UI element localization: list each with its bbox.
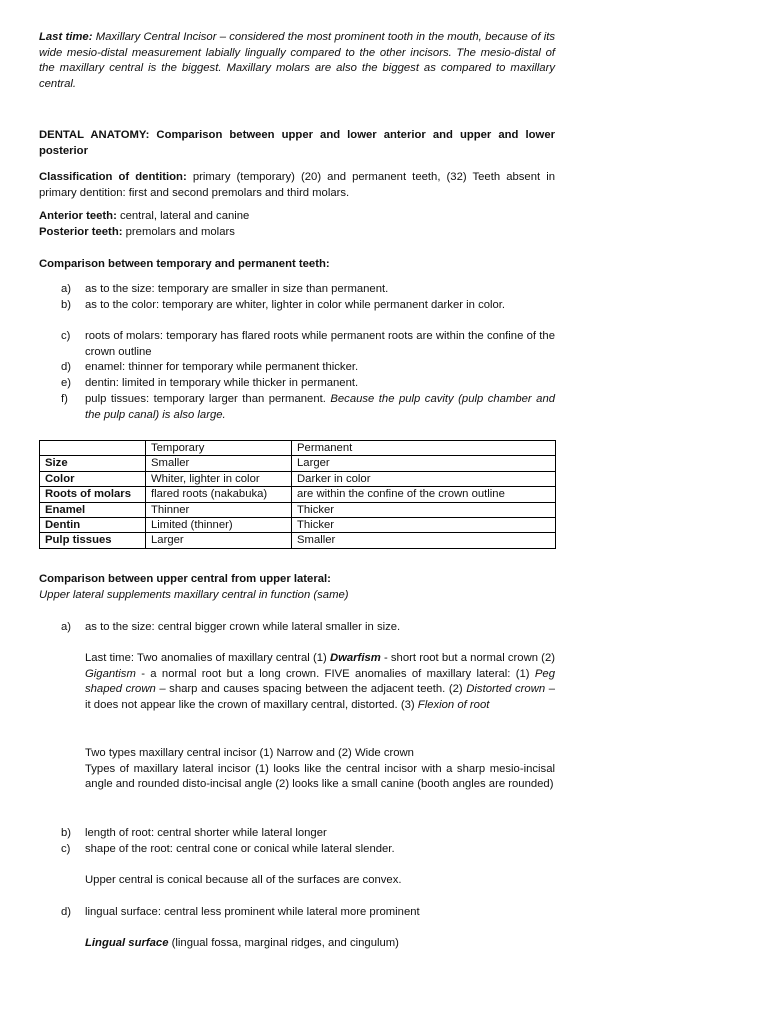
list-text: enamel: thinner for temporary while permanent thicker.: [85, 361, 359, 373]
last-time-intro: [39, 30, 555, 92]
list-marker: d): [61, 361, 72, 373]
table-cell: Thicker: [292, 502, 556, 517]
upper-central-subtitle: Upper lateral supplements maxillary central in function (same): [39, 588, 349, 601]
table-row: [40, 471, 556, 486]
list-text-italic: Because the pulp cavity (pulp chamber and the pulp canal) is also large.: [85, 393, 556, 421]
upper-central-heading: Comparison between upper central from upper lateral: Upper lateral supplements maxillary central in function (same): [39, 572, 555, 603]
table-cell: Larger: [146, 533, 292, 548]
distorted-crown-term: Distorted crown: [466, 683, 546, 696]
table-cell: Darker in color: [292, 471, 556, 486]
table-cell: Smaller: [292, 533, 556, 548]
flexion-term: Flexion of root: [417, 698, 490, 711]
list-item: [39, 392, 555, 423]
comparison-table: [39, 440, 555, 549]
table-row-header: Size: [40, 456, 146, 471]
table-row: [40, 518, 556, 533]
intro-label: Last time:: [39, 31, 93, 43]
table-cell: flared roots (nakabuka): [146, 487, 292, 502]
list-text: shape of the root: central cone or conical while lateral slender.: [85, 843, 395, 855]
list-marker: a): [61, 283, 72, 295]
anterior-label: Anterior teeth:: [39, 210, 117, 222]
list-item: [39, 360, 555, 376]
teeth-groups: [39, 209, 555, 240]
table-cell: are within the confine of the crown outline: [292, 487, 556, 502]
list-text: length of root: central shorter while lateral longer: [85, 827, 327, 839]
list-text: lingual surface: central less prominent while lateral more prominent: [85, 906, 420, 918]
classification-text: primary (temporary) (20) and permanent teeth, (32) Teeth absent in primary dentition: first and second premolars and third molars.: [39, 171, 555, 199]
table-header-cell: Temporary: [146, 441, 292, 456]
table-cell: Limited (thinner): [146, 518, 292, 533]
table-row-header: Color: [40, 471, 146, 486]
list-item: [39, 826, 555, 842]
list-text: roots of molars: temporary has flared roots while permanent roots are within the confine of the crown outline: [85, 330, 555, 358]
classification-paragraph: [39, 170, 555, 201]
table-header-row: [40, 441, 556, 456]
table-row: [40, 533, 556, 548]
lingual-text: (lingual fossa, marginal ridges, and cingulum): [168, 937, 399, 949]
list-text: pulp tissues: temporary larger than permanent. Because the pulp cavity (pulp chamber and the pulp canal) is also large.: [85, 393, 556, 421]
gigantism-term: Gigantism: [85, 667, 136, 680]
list-marker: b): [61, 299, 72, 311]
heading-label: DENTAL ANATOMY:: [39, 129, 150, 141]
peg-shaped-term: Peg shaped crown: [85, 667, 555, 696]
types-lateral-text: Types of maxillary lateral incisor (1) looks like the central incisor with a sharp mesio-incisal angle and rounded disto-incisal angle (2) looks like a small canine (booth angles are rounded): [85, 762, 555, 791]
list-item: [39, 376, 555, 392]
table-cell: Larger: [292, 456, 556, 471]
types-paragraph: [85, 746, 555, 793]
table-row-header: Enamel: [40, 502, 146, 517]
classification-label: Classification of dentition:: [39, 171, 187, 183]
lingual-label: Lingual surface: [85, 937, 169, 949]
list-marker: f): [61, 393, 68, 405]
dental-anatomy-heading: [39, 128, 555, 159]
intro-text: Maxillary Central Incisor – considered the most prominent tooth in the mouth, because of its wide mesio-distal measurement labially lingually compared to the other incisors. The mesio-distal of the maxillary central is the biggest. Maxillary molars are also the biggest as compared to maxillary central.: [39, 31, 555, 90]
table-header-cell: Permanent: [292, 441, 556, 456]
list-item: [39, 620, 555, 636]
table-row: [40, 456, 556, 471]
list-marker: e): [61, 377, 72, 389]
list-item: [39, 842, 555, 858]
table-row: [40, 487, 556, 502]
comparison-heading: Comparison between temporary and permanent teeth:: [39, 258, 330, 270]
conical-note: Upper central is conical because all of the surfaces are convex.: [85, 874, 402, 886]
heading-text: Comparison between upper and lower anterior and upper and lower posterior: [39, 129, 555, 157]
list-marker: d): [61, 906, 72, 918]
list-item: [39, 905, 555, 921]
table-row-header: Pulp tissues: [40, 533, 146, 548]
table-cell: Thinner: [146, 502, 292, 517]
table-row-header: Roots of molars: [40, 487, 146, 502]
list-marker: c): [61, 330, 71, 342]
list-text: dentin: limited in temporary while thicker in permanent.: [85, 377, 359, 389]
table-header-cell: [40, 441, 146, 456]
list-item: [39, 282, 555, 298]
lingual-surface-note: [85, 936, 555, 952]
table-cell: Whiter, lighter in color: [146, 471, 292, 486]
anomalies-paragraph: Last time: Two anomalies of maxillary central (1) Dwarfism - short root but a normal crown (2) Gigantism - a normal root but a long crown. FIVE anomalies of maxillary lateral: (1) Peg shaped crown – sharp and causes spacing between the adjacent teeth. (2) Distorted crown – it does not appear like the crown of maxillary central, distorted. (3) Flexion of root: [85, 652, 555, 711]
anterior-text: central, lateral and canine: [116, 210, 250, 222]
list-marker: c): [61, 843, 71, 855]
list-marker: a): [61, 621, 72, 633]
posterior-text: premolars and molars: [122, 225, 235, 238]
posterior-label: Posterior teeth:: [39, 225, 123, 238]
table-row-header: Dentin: [40, 518, 146, 533]
list-item: [39, 298, 555, 314]
table-cell: Smaller: [146, 456, 292, 471]
list-text: as to the color: temporary are whiter, lighter in color while permanent darker in color.: [85, 299, 506, 311]
table-row: [40, 502, 556, 517]
two-types-text: Two types maxillary central incisor (1) Narrow and (2) Wide crown: [85, 747, 414, 759]
dwarfism-term: Dwarfism: [329, 652, 381, 664]
list-text: as to the size: central bigger crown while lateral smaller in size.: [85, 621, 401, 633]
list-marker: b): [61, 827, 72, 839]
list-item: [39, 329, 555, 360]
table-cell: Thicker: [292, 518, 556, 533]
list-text: as to the size: temporary are smaller in size than permanent.: [85, 283, 389, 295]
